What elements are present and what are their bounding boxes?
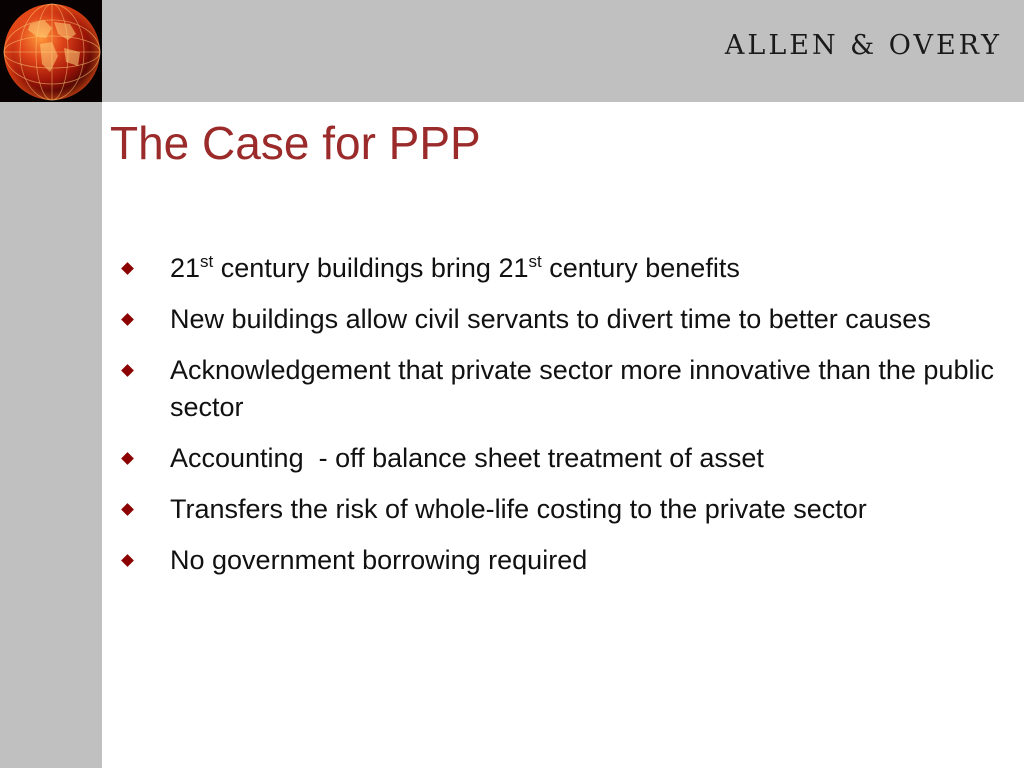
bullet-text: Transfers the risk of whole-life costing to the private sector [170, 494, 867, 524]
ordinal-suffix: st [528, 252, 542, 271]
slide-title: The Case for PPP [110, 117, 481, 169]
bullet-item [120, 542, 1000, 579]
bullet-text: No government borrowing required [170, 545, 588, 575]
ordinal-suffix: st [200, 252, 214, 271]
bullet-text [170, 253, 740, 283]
bullet-diamond-icon [121, 262, 134, 275]
bullet-text: New buildings allow civil servants to divert time to better causes [170, 304, 931, 334]
bullet-item [120, 440, 1000, 477]
bullet-list [120, 250, 1000, 593]
bullet-item [120, 352, 1000, 426]
bullet-text-part: century buildings bring 21 [213, 253, 529, 283]
bullet-diamond-icon [121, 554, 134, 567]
bullet-diamond-icon [121, 364, 134, 377]
bullet-item [120, 301, 1000, 338]
bullet-item [120, 250, 1000, 287]
bullet-text-part: century benefits [541, 253, 740, 283]
sidebar-bar [0, 102, 102, 768]
bullet-diamond-icon [121, 313, 134, 326]
bullet-diamond-icon [121, 452, 134, 465]
bullet-item [120, 491, 1000, 528]
brand-logo: ALLEN & OVERY [724, 30, 1002, 61]
globe-icon [0, 0, 102, 102]
bullet-text: Acknowledgement that private sector more innovative than the public sector [170, 355, 1002, 422]
bullet-diamond-icon [121, 503, 134, 516]
bullet-text: Accounting - off balance sheet treatment of asset [170, 443, 764, 473]
bullet-text-part: 21 [170, 253, 201, 283]
